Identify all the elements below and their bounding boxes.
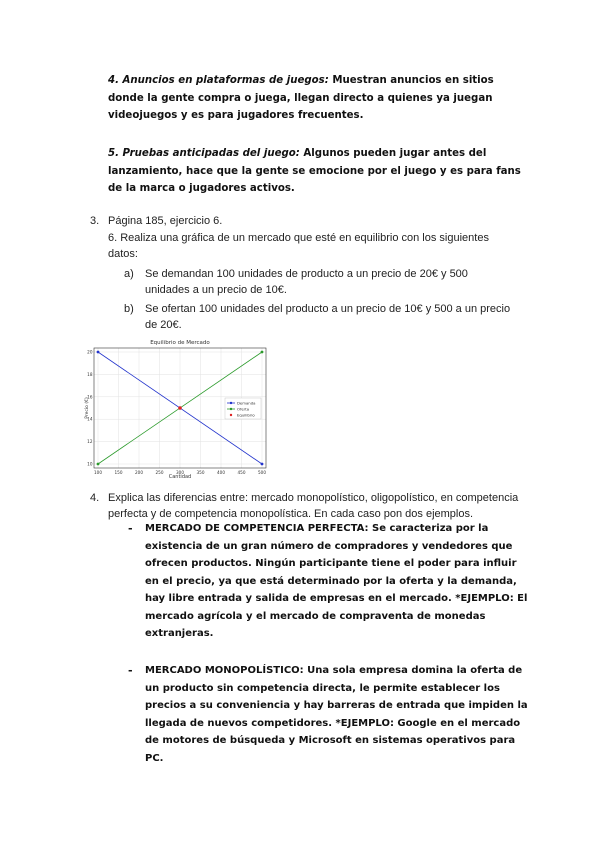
x-tick-label: 500	[258, 470, 266, 475]
y-tick-label: 14	[87, 416, 93, 422]
legend-label: Equilibrio	[237, 412, 255, 418]
section-4-lead: 4. Anuncios en plataformas de juegos:	[108, 75, 329, 86]
item-3-b-label: b)	[124, 303, 134, 315]
equilibrium-chart	[84, 335, 274, 480]
x-tick-label: 350	[196, 470, 205, 475]
item-3-a-label: a)	[124, 268, 134, 280]
legend-marker	[230, 414, 232, 416]
legend-marker	[230, 402, 232, 404]
competencia-perfecta-paragraph: MERCADO DE COMPETENCIA PERFECTA: Se caracteriza por la existencia de un gran número de compradores y vendedores que ofrecen productos. Ningún participante tiene el poder para influir en el precio, ya que está determinado por la oferta y la demanda, hay libre entrada y salida de empresas en el mercado. *EJEMPLO: El mercado agrícola y el mercado de compraventa de monedas extranjeras.	[145, 523, 528, 639]
y-tick-label: 10	[87, 461, 93, 467]
series-point-demanda	[97, 351, 100, 354]
x-tick-label: 200	[135, 470, 143, 475]
section-4-paragraph	[108, 72, 528, 125]
y-tick-label: 16	[87, 394, 93, 400]
series-point-oferta	[97, 463, 100, 466]
item-3-number: 3.	[90, 215, 100, 227]
legend-label: Oferta	[237, 406, 250, 412]
x-tick-label: 300	[176, 470, 184, 475]
bullet-monopolistico: -	[128, 664, 133, 677]
item-3-title: Página 185, ejercicio 6.	[108, 215, 223, 227]
x-tick-label: 100	[94, 470, 102, 475]
x-tick-label: 150	[114, 470, 123, 475]
y-tick-label: 12	[87, 439, 93, 445]
legend-label: Demanda	[237, 400, 256, 406]
x-tick-label: 400	[217, 470, 225, 475]
chart-legend	[225, 398, 261, 419]
series-point-oferta	[261, 351, 264, 354]
series-point-demanda	[261, 463, 264, 466]
chart-ylabel: Precio (€)	[85, 397, 90, 419]
section-5-lead: 5. Pruebas anticipadas del juego:	[108, 148, 300, 159]
section-5-body: Algunos pueden jugar antes del lanzamiento, hace que la gente se emocione por el juego y es para fans de la marca o jugadores activos.	[108, 148, 521, 194]
item-4-number: 4.	[90, 492, 100, 504]
bullet-perfecta: -	[128, 522, 133, 535]
section-5-paragraph	[108, 145, 528, 198]
y-tick-label: 20	[87, 349, 93, 355]
item-3-a-text: Se demandan 100 unidades de producto a un precio de 20€ y 500 unidades a un precio de 10€.	[145, 268, 468, 296]
monopolistico-paragraph: MERCADO MONOPOLÍSTICO: Una sola empresa domina la oferta de un producto sin competencia directa, le permite establecer los precios a su conveniencia y hay barreras de entrada que impiden la llegada de nuevos competidores. *EJEMPLO: Google en el mercado de motores de búsqueda y Microsoft en sistemas operativos para PC.	[145, 665, 528, 764]
item-3-question: 6. Realiza una gráfica de un mercado que esté en equilibrio con los siguientes datos:	[108, 232, 489, 260]
x-tick-label: 250	[155, 470, 164, 475]
equilibrium-point	[178, 406, 182, 410]
legend-marker	[230, 408, 232, 410]
item-3-b-text: Se ofertan 100 unidades del producto a un precio de 10€ y 500 a un precio de 20€.	[145, 303, 511, 331]
chart-xlabel: Cantidad	[168, 474, 192, 480]
chart-title: Equilibrio de Mercado	[150, 340, 210, 346]
section-4-body: Muestran anuncios en sitios donde la gente compra o juega, llegan directo a quienes ya juegan videojuegos y es para jugadores frecuentes.	[108, 75, 494, 121]
item-4-question: Explica las diferencias entre: mercado monopolístico, oligopolístico, en competencia perfecta y de competencia monopolística. En cada caso pon dos ejemplos.	[108, 492, 519, 520]
y-tick-label: 18	[87, 371, 93, 377]
x-tick-label: 450	[237, 470, 246, 475]
